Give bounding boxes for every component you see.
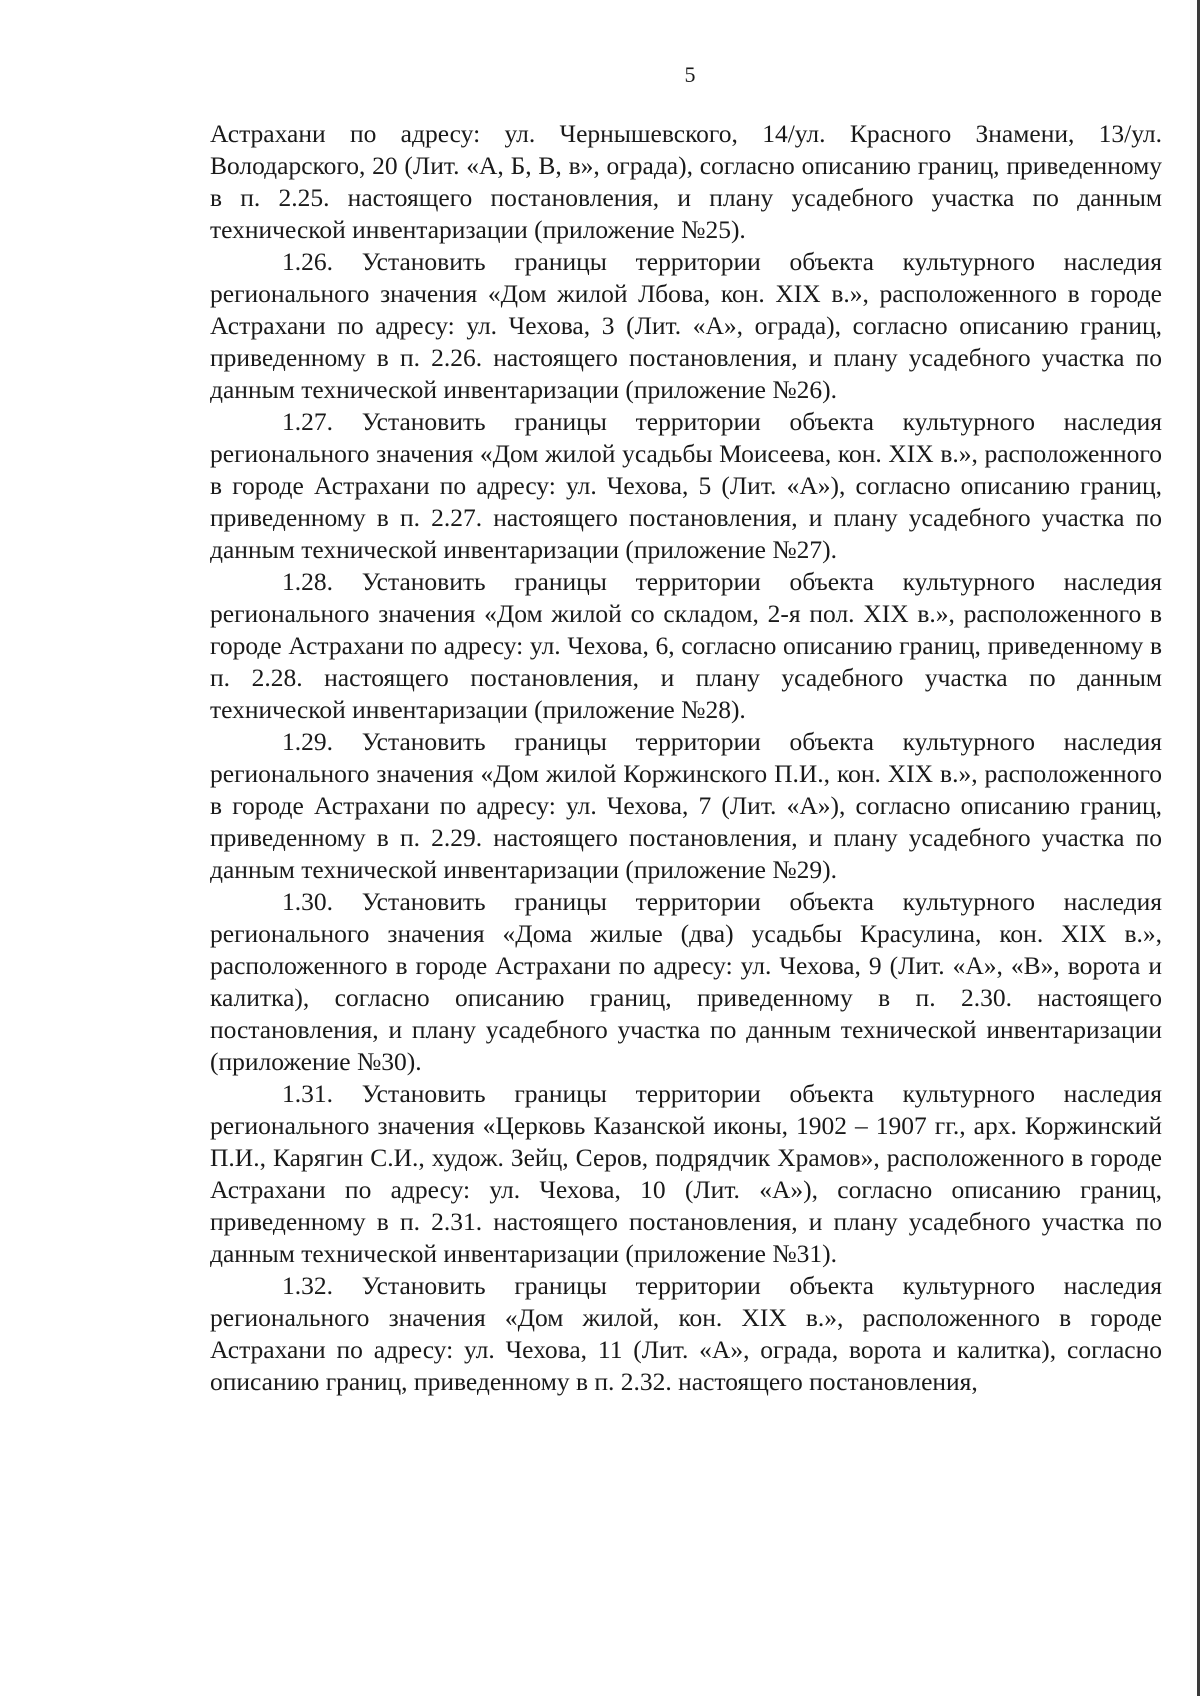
paragraph-1-30: 1.30. Установить границы территории объекта культурного наследия регионального значения «Дома жилые (два) усадьбы Красулина, кон. XIX в.», расположенного в городе Астрахани по адресу: ул. Чехова, 9 (Лит. «А», «В», ворота и калитка), согласно описанию границ, приведенному в п. 2.30. настоящего постановления, и плану усадебного участка по данным технической инвентаризации (приложение №30). — [210, 887, 1162, 1076]
paragraph-1-25-continued: Астрахани по адресу: ул. Чернышевского, 14/ул. Красного Знамени, 13/ул. Володарского, 20 (Лит. «А, Б, В, в», ограда), согласно описанию границ, приведенному в п. 2.25. настоящего постановления, и плану усадебного участка по данным технической инвентаризации (приложение №25). — [210, 119, 1162, 244]
page-number: 5 — [684, 62, 696, 87]
paragraph-1-28: 1.28. Установить границы территории объекта культурного наследия регионального значения «Дом жилой со складом, 2-я пол. XIX в.», расположенного в городе Астрахани по адресу: ул. Чехова, 6, согласно описанию границ, приведенному в п. 2.28. настоящего постановления, и плану усадебного участка по данным технической инвентаризации (приложение №28). — [210, 567, 1162, 724]
paragraph-1-27: 1.27. Установить границы территории объекта культурного наследия регионального значения «Дом жилой усадьбы Моисеева, кон. XIX в.», расположенного в городе Астрахани по адресу: ул. Чехова, 5 (Лит. «А»), согласно описанию границ, приведенному в п. 2.27. настоящего постановления, и плану усадебного участка по данным технической инвентаризации (приложение №27). — [210, 407, 1162, 564]
paragraph-1-32: 1.32. Установить границы территории объекта культурного наследия регионального значения «Дом жилой, кон. XIX в.», расположенного в городе Астрахани по адресу: ул. Чехова, 11 (Лит. «А», ограда, ворота и калитка), согласно описанию границ, приведенному в п. 2.32. настоящего постановления, — [210, 1271, 1162, 1396]
paragraph-1-29: 1.29. Установить границы территории объекта культурного наследия регионального значения «Дом жилой Коржинского П.И., кон. XIX в.», расположенного в городе Астрахани по адресу: ул. Чехова, 7 (Лит. «А»), согласно описанию границ, приведенному в п. 2.29. настоящего постановления, и плану усадебного участка по данным технической инвентаризации (приложение №29). — [210, 727, 1162, 884]
paragraph-1-31: 1.31. Установить границы территории объекта культурного наследия регионального значения «Церковь Казанской иконы, 1902 – 1907 гг., арх. Коржинский П.И., Карягин С.И., худож. Зейц, Серов, подрядчик Храмов», расположенного в городе Астрахани по адресу: ул. Чехова, 10 (Лит. «А»), согласно описанию границ, приведенному в п. 2.31. настоящего постановления, и плану усадебного участка по данным технической инвентаризации (приложение №31). — [210, 1079, 1162, 1268]
document-body — [210, 118, 1162, 1398]
paragraph-1-26: 1.26. Установить границы территории объекта культурного наследия регионального значения «Дом жилой Лбова, кон. XIX в.», расположенного в городе Астрахани по адресу: ул. Чехова, 3 (Лит. «А», ограда), согласно описанию границ, приведенному в п. 2.26. настоящего постановления, и плану усадебного участка по данным технической инвентаризации (приложение №26). — [210, 247, 1162, 404]
